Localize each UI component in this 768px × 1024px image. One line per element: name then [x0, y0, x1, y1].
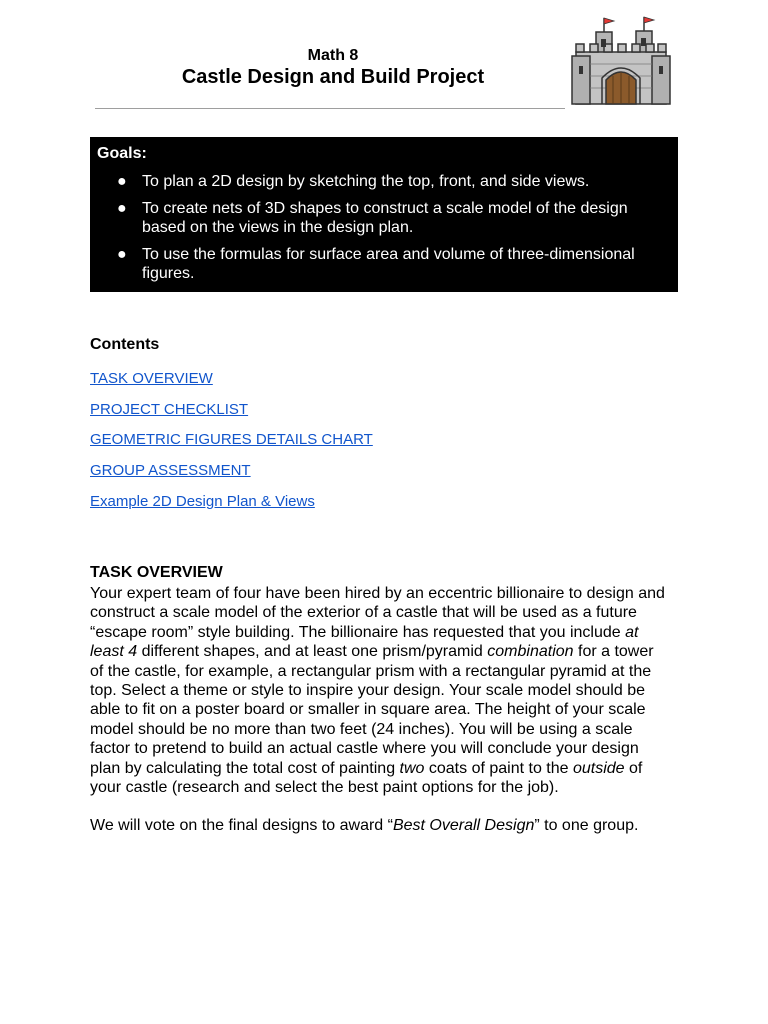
vote-statement: [90, 816, 638, 835]
body-text: “escape room” style building. The billionaire has requested that you include: [90, 623, 626, 641]
task-overview-heading: TASK OVERVIEW: [90, 564, 223, 581]
right-flag: [644, 17, 654, 23]
body-line: [90, 778, 690, 797]
body-text: top. Select a theme or style to inspire your design. Your scale model should be: [90, 682, 645, 700]
emphasis-text: combination: [487, 643, 574, 661]
body-text: of: [624, 759, 643, 777]
body-line: [90, 642, 690, 661]
body-line: [90, 759, 690, 778]
emphasis-text: Best Overall Design: [392, 817, 535, 834]
link-project-checklist[interactable]: PROJECT CHECKLIST: [90, 401, 249, 418]
body-line: [90, 700, 690, 719]
link-example-design-plan[interactable]: Example 2D Design Plan & Views: [90, 493, 315, 510]
bullet-icon: ●: [117, 245, 127, 263]
body-text: able to fit on a poster board or smaller in square area. The height of your scale: [90, 701, 646, 719]
body-line: [90, 681, 690, 700]
body-text: of the castle, for example, a rectangular prism with a rectangular pyramid at the: [90, 662, 652, 680]
body-text: factor to pretend to build an actual castle where you will conclude your design: [90, 740, 639, 758]
body-text: We will vote on the final designs to award “: [90, 817, 393, 834]
emphasis-text: at: [625, 623, 639, 641]
body-text: ” to one group.: [534, 817, 639, 834]
contents-heading: Contents: [90, 336, 160, 353]
goal-line: based on the views in the design plan.: [142, 219, 414, 236]
bullet-icon: ●: [117, 199, 127, 217]
body-text: plan by calculating the total cost of painting: [90, 759, 400, 777]
body-line: [90, 584, 690, 603]
bullet-icon: ●: [117, 173, 127, 190]
goals-list: [97, 172, 670, 284]
body-text: different shapes, and at least one prism/pyramid: [137, 643, 488, 661]
body-text: construct a scale model of the exterior of a castle that will be used as a future: [90, 604, 637, 622]
link-group-assessment[interactable]: GROUP ASSESSMENT: [90, 462, 251, 479]
body-line: [90, 739, 690, 758]
goal-line: To use the formulas for surface area and volume of three-dimensional: [142, 245, 635, 263]
left-flag: [604, 18, 614, 24]
body-line: [90, 603, 690, 622]
body-line: [90, 623, 690, 642]
link-geometric-figures-chart[interactable]: GEOMETRIC FIGURES DETAILS CHART: [90, 431, 373, 448]
link-task-overview[interactable]: TASK OVERVIEW: [90, 370, 213, 387]
body-text: model should be no more than two feet (24 inches). You will be using a scale: [90, 720, 633, 738]
emphasis-text: outside: [572, 759, 625, 777]
subject-label: Math 8: [307, 47, 359, 64]
body-text: for a tower: [573, 643, 654, 661]
emphasis-text: two: [399, 759, 425, 777]
body-text: your castle (research and select the best paint options for the job).: [90, 779, 559, 797]
goal-item: [97, 172, 670, 192]
castle-icon: [568, 14, 674, 106]
emphasis-text: least 4: [90, 643, 138, 661]
goal-item: [97, 199, 670, 238]
goals-box: [90, 137, 678, 292]
body-text: coats of paint to the: [424, 759, 573, 777]
body-text: Your expert team of four have been hired by an eccentric billionaire to design and: [90, 585, 665, 602]
goal-line: To create nets of 3D shapes to construct a scale model of the design: [142, 199, 628, 217]
goal-item: [97, 245, 670, 284]
goal-line: figures.: [142, 265, 195, 282]
goal-line: To plan a 2D design by sketching the top, front, and side views.: [142, 173, 590, 190]
page-title: Castle Design and Build Project: [181, 66, 485, 88]
body-line: [90, 720, 690, 739]
goals-heading: Goals:: [97, 145, 147, 162]
task-overview-body: [90, 584, 690, 797]
body-line: [90, 662, 690, 681]
title-divider: [95, 108, 565, 109]
